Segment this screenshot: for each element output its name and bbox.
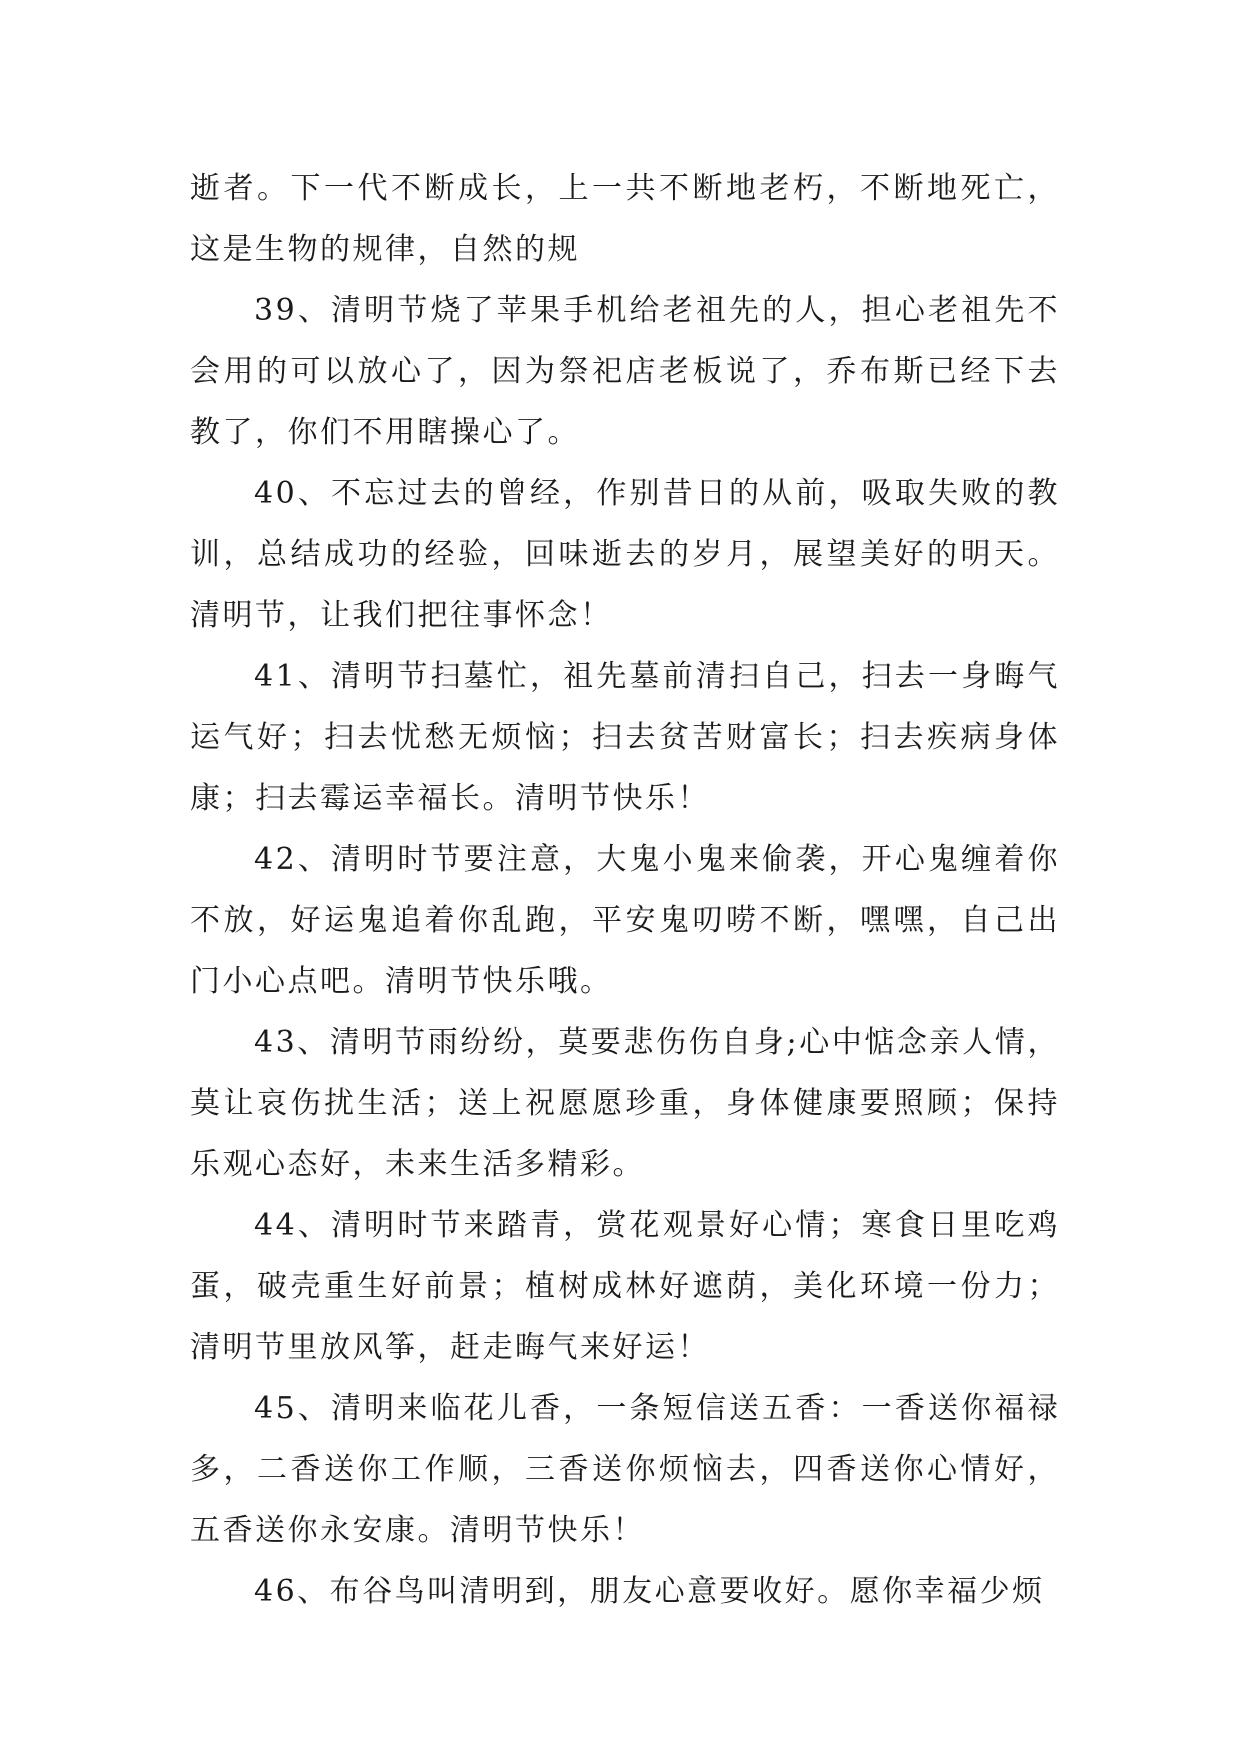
paragraph-44: 44、清明时节来踏青，赏花观景好心情；寒食日里吃鸡蛋，破壳重生好前景；植树成林好遮荫，美化环境一份力；清明节里放风筝，赶走晦气来好运！ xyxy=(190,1208,1060,1365)
paragraph-40: 40、不忘过去的曾经，作别昔日的从前，吸取失败的教训，总结成功的经验，回味逝去的岁月，展望美好的明天。清明节，让我们把往事怀念！ xyxy=(190,476,1060,633)
paragraph-41: 41、清明节扫墓忙，祖先墓前清扫自己，扫去一身晦气运气好；扫去忧愁无烦恼；扫去贫苦财富长；扫去疾病身体康；扫去霉运幸福长。清明节快乐！ xyxy=(190,659,1060,816)
paragraph-45: 45、清明来临花儿香，一条短信送五香：一香送你福禄多，二香送你工作顺，三香送你烦恼去，四香送你心情好，五香送你永安康。清明节快乐！ xyxy=(190,1391,1060,1548)
paragraph-continuation: 逝者。下一代不断成长，上一共不断地老朽，不断地死亡，这是生物的规律，自然的规 xyxy=(190,171,1060,267)
paragraph-46: 46、布谷鸟叫清明到，朋友心意要收好。愿你幸福少烦 xyxy=(254,1574,1045,1609)
paragraph-43: 43、清明节雨纷纷，莫要悲伤伤自身;心中惦念亲人情，莫让哀伤扰生活；送上祝愿愿珍重，身体健康要照顾；保持乐观心态好，未来生活多精彩。 xyxy=(190,1025,1060,1182)
document-body xyxy=(190,158,1060,1622)
paragraph-39: 39、清明节烧了苹果手机给老祖先的人，担心老祖先不会用的可以放心了，因为祭祀店老板说了，乔布斯已经下去教了，你们不用瞎操心了。 xyxy=(190,293,1060,450)
paragraph-42: 42、清明时节要注意，大鬼小鬼来偷袭，开心鬼缠着你不放，好运鬼追着你乱跑，平安鬼叨唠不断，嘿嘿，自己出门小心点吧。清明节快乐哦。 xyxy=(190,842,1060,999)
